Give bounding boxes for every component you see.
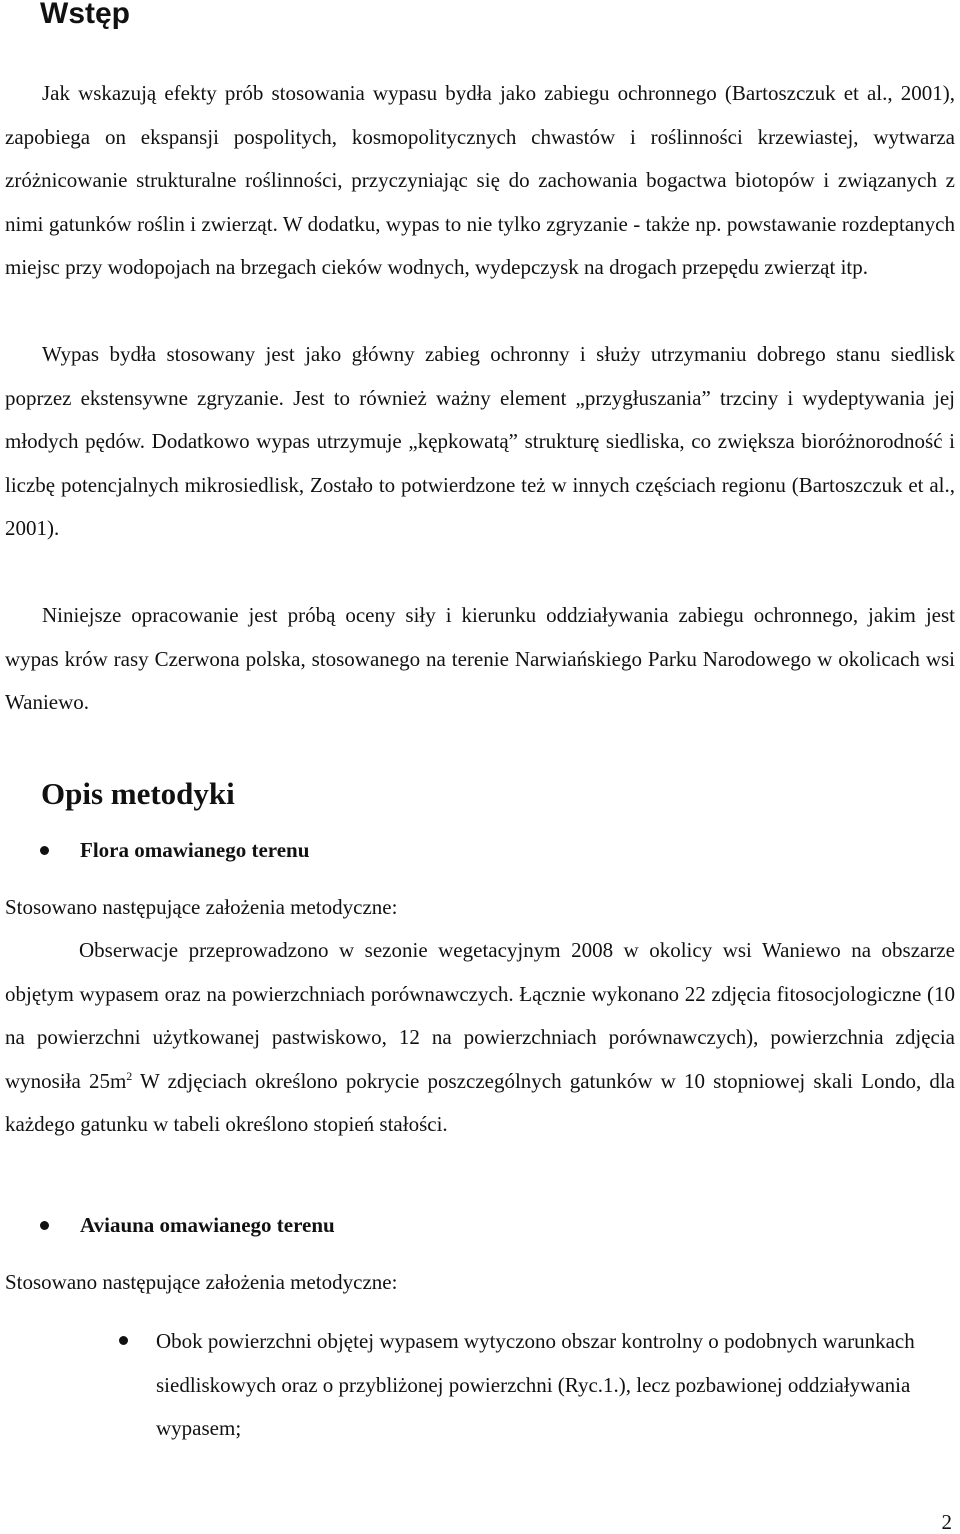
- intro-paragraph-1-text: Jak wskazują efekty prób stosowania wypasu bydła jako zabiegu ochronnego (Bartoszczuk et al., 2001), zapobiega on ekspansji pospolitych, kosmopolitycznych chwastów i roślinności krzewiastej, wytwarza zróżnicowanie strukturalne roślinności, przyczyniając się do zachowania bogactwa biotopów i związanych z nimi gatunków roślin i zwierząt. W dodatku, wypas to nie tylko zgryzanie - także np. powstawanie rozdeptanych miejsc przy wodopojach na brzegach cieków wodnych, wydepczysk na drogach przepędu zwierząt itp.: [5, 81, 955, 279]
- section-heading-intro: Wstęp: [40, 0, 130, 30]
- flora-paragraph: [5, 929, 955, 1147]
- intro-paragraph-1: [5, 72, 955, 290]
- intro-paragraph-2: [5, 333, 955, 551]
- intro-paragraph-3: [5, 594, 955, 725]
- avifauna-list-item: Obok powierzchni objętej wypasem wytyczono obszar kontrolny o podobnych warunkach siedliskowych oraz o przybliżonej powierzchni (Ryc.1.), lecz pozbawionej oddziaływania wypasem;: [156, 1329, 915, 1440]
- flora-paragraph-text-end: W zdjęciach określono pokrycie poszczególnych gatunków w 10 stopniowej skali Londo, dla każdego gatunku w tabeli określono stopień stałości.: [5, 1068, 955, 1136]
- avifauna-assumptions-label: Stosowano następujące założenia metodyczne:: [5, 1270, 398, 1294]
- subsection-title-flora: Flora omawianego terenu: [80, 838, 310, 862]
- flora-paragraph-text: Obserwacje przeprowadzono w sezonie wegetacyjnym 2008 w okolicy wsi Waniewo na obszarze objętym wypasem oraz na powierzchniach porównawczych. Łącznie wykonano 22 zdjęcia fitosocjologiczne (10 na powierzchni użytkowanej pastwiskowo, 12 na powierzchniach porównawczych), powierzchnia zdjęcia wynosiła 25m: [5, 938, 955, 1093]
- page-number: 2: [941, 1510, 952, 1534]
- intro-paragraph-2-text: Wypas bydła stosowany jest jako główny zabieg ochronny i służy utrzymaniu dobrego stanu siedlisk poprzez ekstensywne zgryzanie. Jest to również ważny element „przygłuszania” trzciny i wydeptywania jej młodych pędów. Dodatkowo wypas utrzymuje „kępkowatą” strukturę siedliska, co zwiększa bioróżnorodność i liczbę potencjalnych mikrosiedlisk, Zostało to potwierdzone też w innych częściach regionu (Bartoszczuk et al., 2001).: [5, 342, 955, 540]
- bullet-icon: [40, 1221, 49, 1230]
- bullet-icon: [119, 1336, 128, 1345]
- intro-paragraph-3-text: Niniejsze opracowanie jest próbą oceny siły i kierunku oddziaływania zabiegu ochronnego, jakim jest wypas krów rasy Czerwona polska, stosowanego na terenie Narwiańskiego Parku Narodowego w okolicach wsi Waniewo.: [5, 603, 955, 714]
- section-heading-methods: Opis metodyki: [41, 776, 235, 811]
- superscript: 2: [126, 1068, 133, 1083]
- subsection-title-avifauna: Aviauna omawianego terenu: [80, 1213, 335, 1237]
- flora-assumptions-label: Stosowano następujące założenia metodyczne:: [5, 895, 398, 919]
- bullet-icon: [40, 846, 49, 855]
